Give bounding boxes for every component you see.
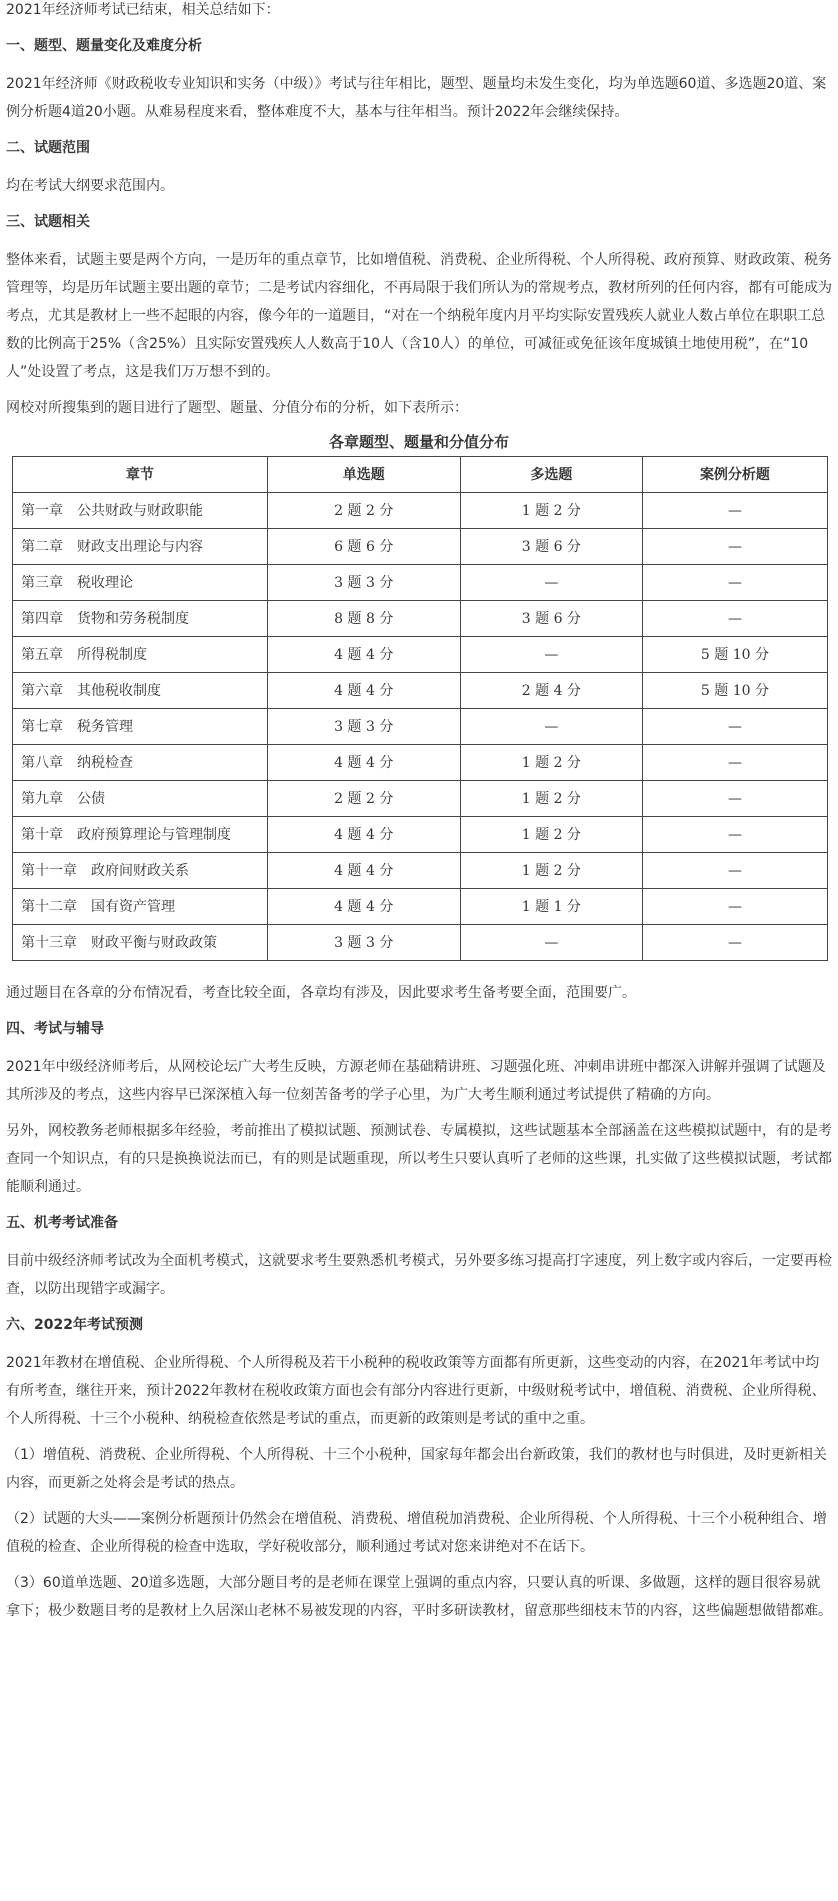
cell-multiple-choice: — [460, 565, 642, 601]
cell-chapter: 第八章 纳税检查 [13, 745, 268, 781]
cell-single-choice: 4 题 4 分 [267, 637, 460, 673]
cell-single-choice: 2 题 2 分 [267, 781, 460, 817]
cell-single-choice: 2 题 2 分 [267, 493, 460, 529]
table-row [13, 601, 828, 637]
cell-multiple-choice: — [460, 637, 642, 673]
section-6-paragraph-3: （2）试题的大头——案例分析题预计仍然会在增值税、消费税、增值税加消费税、企业所得税、个人所得税、十三个小税种组合、增值税的检查、企业所得税的检查中选取，学好税收部分，顺利通过考试对您来讲绝对不在话下。 [6, 1511, 827, 1555]
cell-case-analysis: — [642, 889, 827, 925]
cell-chapter: 第十二章 国有资产管理 [13, 889, 268, 925]
table-row [13, 925, 828, 961]
cell-chapter: 第十三章 财政平衡与财政政策 [13, 925, 268, 961]
section-6-paragraph-1: 2021年教材在增值税、企业所得税、个人所得税及若干小税种的税收政策等方面都有所更新，这些变动的内容，在2021年考试中均有所考查，继往开来，预计2022年教材在税收政策方面也会有部分内容进行更新，中级财税考试中，增值税、消费税、企业所得税、个人所得税、十三个小税种、纳税检查依然是考试的重点，而更新的政策则是考试的重中之重。 [6, 1355, 826, 1427]
table-row [13, 637, 828, 673]
section-5-paragraph: 目前中级经济师考试改为全面机考模式，这就要求考生要熟悉机考模式，另外要多练习提高打字速度，列上数字或内容后，一定要再检查，以防出现错字或漏字。 [6, 1253, 832, 1297]
cell-single-choice: 4 题 4 分 [267, 889, 460, 925]
table-row [13, 781, 828, 817]
cell-chapter: 第十章 政府预算理论与管理制度 [13, 817, 268, 853]
section-4-paragraph-2: 另外，网校教务老师根据多年经验，考前推出了模拟试题、预测试卷、专属模拟，这些试题基本全部涵盖在这些模拟试题中，有的是考查同一个知识点，有的只是换换说法而已，有的则是试题重现，所以考生只要认真听了老师的这些课，扎实做了这些模拟试题，考试都能顺利通过。 [6, 1123, 832, 1195]
cell-case-analysis: — [642, 709, 827, 745]
cell-case-analysis: — [642, 493, 827, 529]
cell-case-analysis: — [642, 925, 827, 961]
cell-chapter: 第四章 货物和劳务税制度 [13, 601, 268, 637]
table-row [13, 709, 828, 745]
table-row [13, 889, 828, 925]
cell-multiple-choice: 2 题 4 分 [460, 673, 642, 709]
section-4-paragraph-1: 2021年中级经济师考后，从网校论坛广大考生反映，方源老师在基础精讲班、习题强化班、冲刺串讲班中都深入讲解并强调了试题及其所涉及的考点，这些内容早已深深植入每一位刻苦备考的学子心里，为广大考生顺利通过考试提供了精确的方向。 [6, 1059, 826, 1103]
cell-chapter: 第三章 税收理论 [13, 565, 268, 601]
header-case-analysis: 案例分析题 [642, 457, 827, 493]
cell-multiple-choice: 1 题 2 分 [460, 493, 642, 529]
section-heading-4: 四、考试与辅导 [6, 1021, 104, 1037]
section-1-paragraph: 2021年经济师《财政税收专业知识和实务（中级）》考试与往年相比，题型、题量均未发生变化，均为单选题60道、多选题20道、案例分析题4道20小题。从难易程度来看，整体难度不大，基本与往年相当。预计2022年会继续保持。 [6, 76, 827, 120]
cell-case-analysis: — [642, 565, 827, 601]
section-3-paragraph-3: 通过题目在各章的分布情况看，考查比较全面，各章均有涉及，因此要求考生备考要全面，范围要广。 [6, 985, 636, 1001]
table-row [13, 529, 828, 565]
cell-single-choice: 4 题 4 分 [267, 673, 460, 709]
cell-multiple-choice: 1 题 2 分 [460, 853, 642, 889]
header-single-choice: 单选题 [267, 457, 460, 493]
section-heading-2: 二、试题范围 [6, 140, 90, 156]
cell-case-analysis: 5 题 10 分 [642, 673, 827, 709]
cell-multiple-choice: 3 题 6 分 [460, 601, 642, 637]
table-body [13, 493, 828, 961]
cell-chapter: 第十一章 政府间财政关系 [13, 853, 268, 889]
cell-chapter: 第一章 公共财政与财政职能 [13, 493, 268, 529]
cell-multiple-choice: 1 题 2 分 [460, 817, 642, 853]
cell-single-choice: 4 题 4 分 [267, 817, 460, 853]
cell-case-analysis: — [642, 817, 827, 853]
intro-text: 2021年经济师考试已结束，相关总结如下： [6, 2, 280, 18]
cell-single-choice: 3 题 3 分 [267, 709, 460, 745]
header-chapter: 章节 [13, 457, 268, 493]
section-2-paragraph: 均在考试大纲要求范围内。 [6, 178, 174, 194]
cell-chapter: 第二章 财政支出理论与内容 [13, 529, 268, 565]
table-row [13, 745, 828, 781]
cell-case-analysis: — [642, 745, 827, 781]
section-6-paragraph-2: （1）增值税、消费税、企业所得税、个人所得税、十三个小税种，国家每年都会出台新政策，我们的教材也与时俱进，及时更新相关内容，而更新之处将会是考试的热点。 [6, 1447, 827, 1491]
cell-chapter: 第五章 所得税制度 [13, 637, 268, 673]
table-caption: 各章题型、题量和分值分布 [328, 433, 509, 451]
section-heading-5: 五、机考考试准备 [6, 1215, 118, 1231]
cell-chapter: 第九章 公债 [13, 781, 268, 817]
cell-multiple-choice: 1 题 2 分 [460, 781, 642, 817]
cell-multiple-choice: 1 题 1 分 [460, 889, 642, 925]
table-row [13, 673, 828, 709]
table-row [13, 853, 828, 889]
cell-case-analysis: — [642, 601, 827, 637]
table-header-row [13, 457, 828, 493]
cell-chapter: 第七章 税务管理 [13, 709, 268, 745]
cell-case-analysis: — [642, 853, 827, 889]
cell-case-analysis: 5 题 10 分 [642, 637, 827, 673]
section-3-paragraph-1: 整体来看，试题主要是两个方向，一是历年的重点章节，比如增值税、消费税、企业所得税、个人所得税、政府预算、财政政策、税务管理等，均是历年试题主要出题的章节；二是考试内容细化，不再局限于我们所认为的常规考点，教材所列的任何内容，都有可能成为考点，尤其是教材上一些不起眼的内容，像今年的一道题目，“对在一个纳税年度内月平均实际安置残疾人就业人数占单位在职职工总数的比例高于25%（含25%）且实际安置残疾人人数高于10人（含10人）的单位，可减征或免征该年度城镇土地使用税”，在“10人”处设置了考点，这是我们万万想不到的。 [6, 252, 832, 380]
section-heading-6: 六、2022年考试预测 [6, 1317, 143, 1333]
cell-single-choice: 8 题 8 分 [267, 601, 460, 637]
section-3-paragraph-2: 网校对所搜集到的题目进行了题型、题量、分值分布的分析，如下表所示： [6, 400, 468, 416]
cell-single-choice: 3 题 3 分 [267, 565, 460, 601]
table-row [13, 817, 828, 853]
cell-single-choice: 6 题 6 分 [267, 529, 460, 565]
cell-single-choice: 4 题 4 分 [267, 853, 460, 889]
distribution-table [12, 456, 828, 961]
cell-chapter: 第六章 其他税收制度 [13, 673, 268, 709]
cell-single-choice: 4 题 4 分 [267, 745, 460, 781]
table-row [13, 493, 828, 529]
cell-multiple-choice: — [460, 925, 642, 961]
cell-single-choice: 3 题 3 分 [267, 925, 460, 961]
cell-case-analysis: — [642, 529, 827, 565]
section-heading-3: 三、试题相关 [6, 214, 90, 230]
cell-multiple-choice: — [460, 709, 642, 745]
cell-multiple-choice: 3 题 6 分 [460, 529, 642, 565]
header-multiple-choice: 多选题 [460, 457, 642, 493]
section-heading-1: 一、题型、题量变化及难度分析 [6, 38, 202, 54]
cell-case-analysis: — [642, 781, 827, 817]
cell-multiple-choice: 1 题 2 分 [460, 745, 642, 781]
section-6-paragraph-4: （3）60道单选题、20道多选题，大部分题目考的是老师在课堂上强调的重点内容，只要认真的听课、多做题，这样的题目很容易就拿下；极少数题目考的是教材上久居深山老林不易被发现的内容，平时多研读教材，留意那些细枝末节的内容，这些偏题想做错都难。 [6, 1575, 832, 1619]
table-row [13, 565, 828, 601]
